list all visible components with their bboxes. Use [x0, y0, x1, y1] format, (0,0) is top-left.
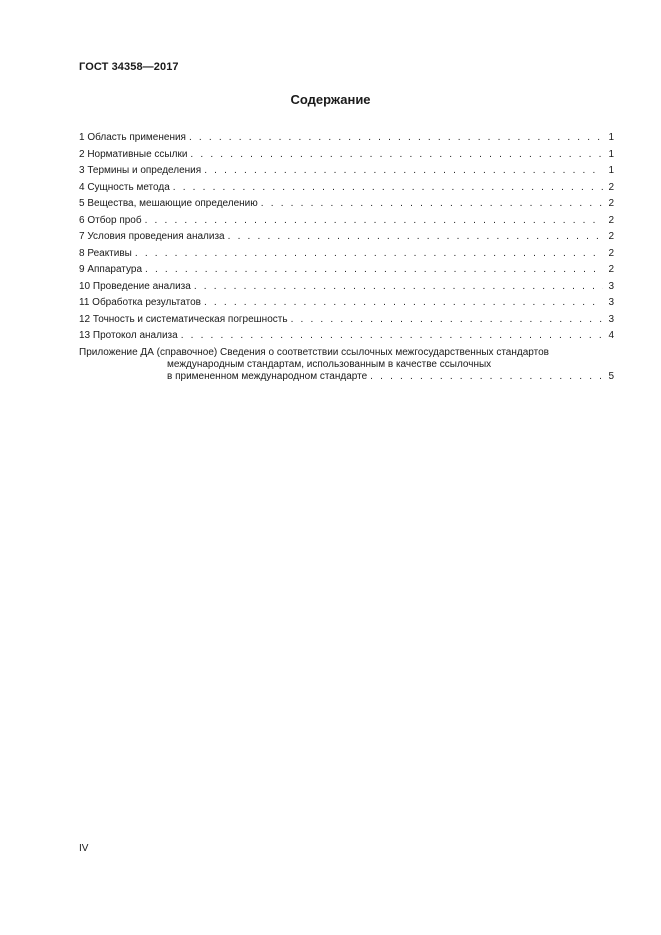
toc-item-4[interactable] — [79, 180, 614, 197]
toc-item-label: 3 Термины и определения — [79, 165, 202, 176]
toc-item-label: 2 Нормативные ссылки — [79, 148, 188, 160]
toc-item-page: 2 — [608, 214, 614, 226]
appendix-line-3: в примененном международном стандарте — [167, 370, 368, 382]
toc-leader-dots — [145, 262, 603, 279]
toc-leader-dots — [189, 130, 603, 147]
toc-item-page: 3 — [608, 297, 614, 308]
toc-leader-dots — [194, 279, 603, 296]
toc-item-7[interactable] — [79, 229, 614, 246]
toc-item-6[interactable] — [79, 213, 614, 230]
toc-leader-dots — [370, 371, 603, 383]
toc-item-label: 4 Сущность метода — [79, 181, 170, 193]
toc-item-page: 1 — [608, 148, 614, 160]
toc-item-label: 12 Точность и систематическая погрешность — [79, 313, 288, 325]
toc-item-label: 8 Реактивы — [79, 247, 132, 259]
toc-item-3[interactable] — [79, 163, 614, 180]
appendix-line-2: международным стандартам, использованным в качестве ссылочных — [167, 358, 492, 370]
toc-item-1[interactable] — [79, 130, 614, 147]
toc-item-label: 10 Проведение анализа — [79, 280, 191, 292]
toc-item-9[interactable] — [79, 262, 614, 279]
toc-item-13[interactable] — [79, 328, 614, 345]
table-of-contents — [79, 130, 614, 383]
toc-item-label: 5 Вещества, мешающие определению — [79, 198, 258, 209]
toc-item-label: 11 Обработка результатов — [79, 297, 201, 308]
toc-item-page: 2 — [608, 181, 614, 193]
page-number: IV — [79, 843, 89, 854]
toc-item-label: 7 Условия проведения анализа — [79, 231, 225, 242]
toc-item-5[interactable] — [79, 196, 614, 213]
toc-leader-dots — [145, 213, 603, 230]
toc-item-10[interactable] — [79, 279, 614, 296]
toc-leader-dots — [204, 163, 603, 180]
toc-item-page: 2 — [608, 264, 614, 275]
toc-appendix[interactable] — [79, 347, 614, 383]
toc-item-page: 1 — [608, 165, 614, 176]
toc-leader-dots — [204, 295, 603, 312]
toc-leader-dots — [135, 246, 603, 263]
appendix-line-3-row — [79, 371, 614, 383]
toc-leader-dots — [291, 312, 603, 329]
toc-item-page: 1 — [608, 132, 614, 143]
toc-item-page: 4 — [608, 330, 614, 341]
toc-item-page: 2 — [608, 231, 614, 242]
toc-leader-dots — [173, 180, 603, 197]
appendix-page: 5 — [608, 370, 614, 382]
toc-title: Содержание — [290, 92, 371, 107]
appendix-line-1: Приложение ДА (справочное) Сведения о соответствии ссылочных межгосударственных стандартов — [79, 346, 549, 358]
toc-item-label: 9 Аппаратура — [79, 264, 143, 275]
toc-item-page: 2 — [608, 198, 614, 209]
toc-leader-dots — [228, 229, 603, 246]
toc-leader-dots — [190, 147, 603, 164]
toc-item-label: 1 Область применения — [79, 132, 186, 143]
toc-leader-dots — [261, 196, 603, 213]
toc-item-12[interactable] — [79, 312, 614, 329]
toc-leader-dots — [181, 328, 603, 345]
toc-item-11[interactable] — [79, 295, 614, 312]
toc-item-label: 13 Протокол анализа — [79, 330, 178, 341]
toc-item-page: 3 — [608, 280, 614, 292]
toc-item-page: 2 — [608, 247, 614, 259]
toc-item-8[interactable] — [79, 246, 614, 263]
document-header: ГОСТ 34358—2017 — [79, 61, 179, 73]
toc-item-page: 3 — [608, 313, 614, 325]
toc-item-label: 6 Отбор проб — [79, 214, 142, 226]
toc-item-2[interactable] — [79, 147, 614, 164]
